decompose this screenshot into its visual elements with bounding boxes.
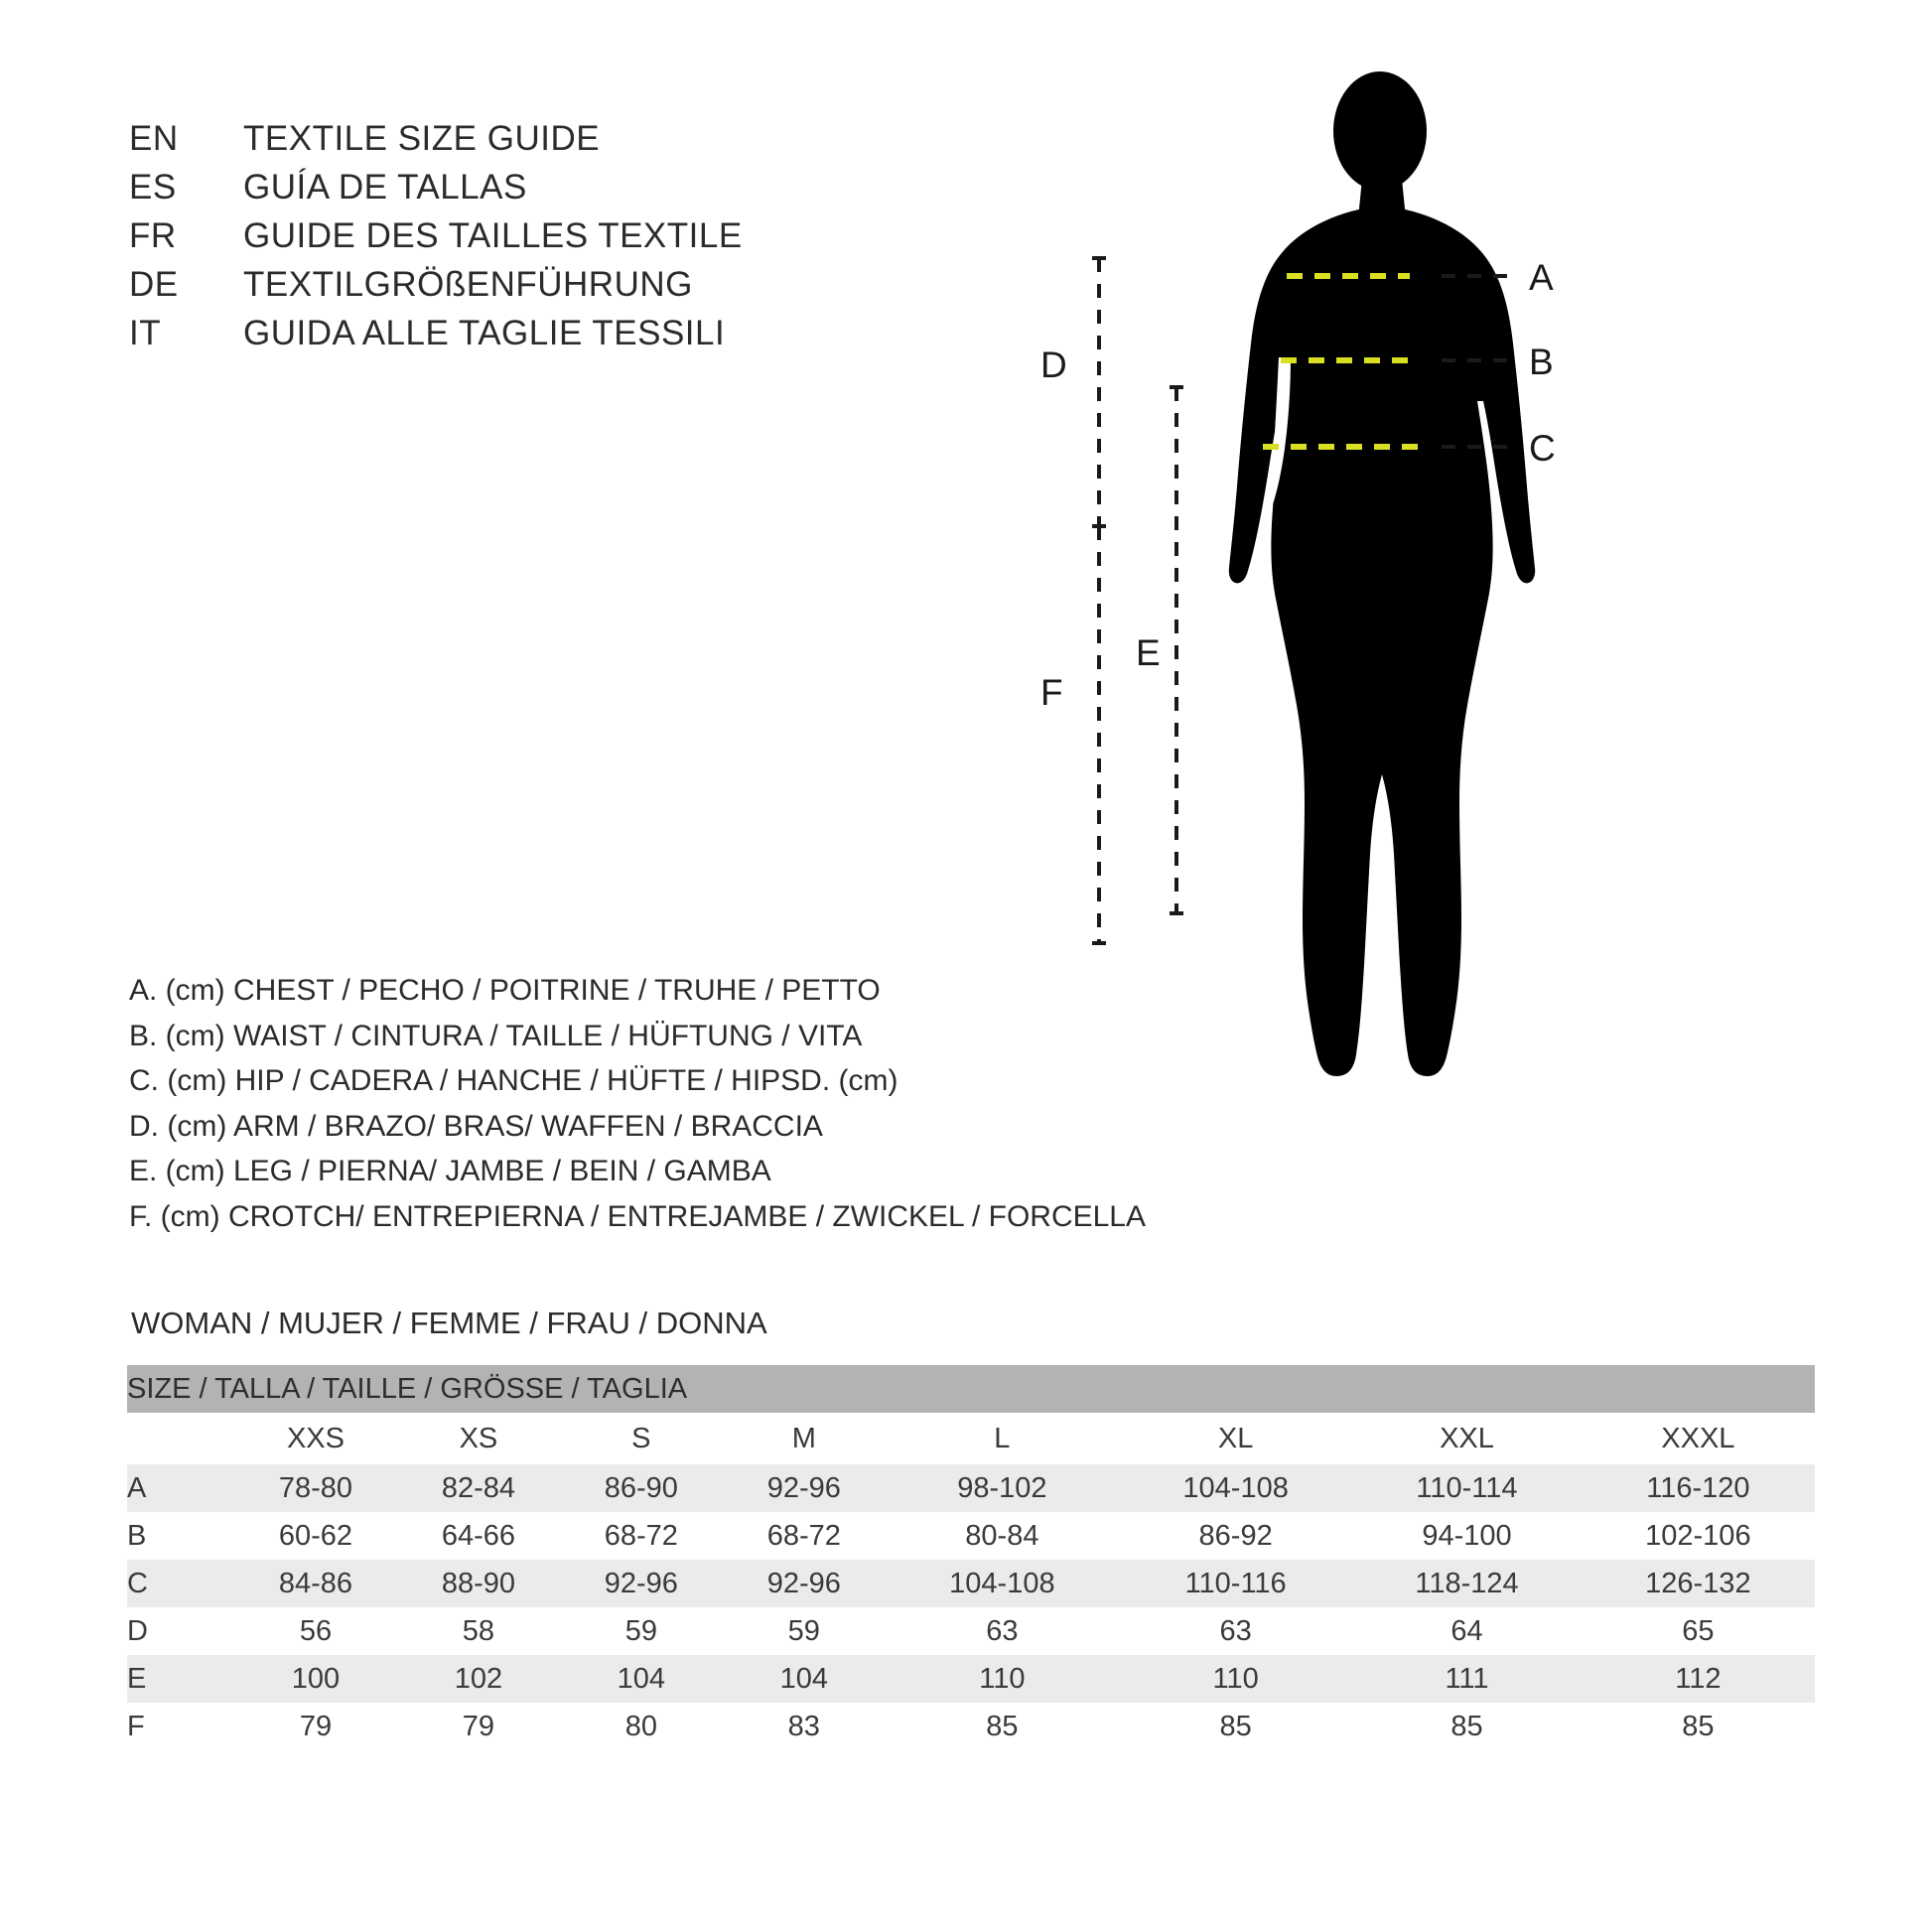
cell-b-m: 68-72 [723,1512,886,1560]
bracket-e [1170,387,1183,913]
cell-b-xxxl: 102-106 [1582,1512,1815,1560]
bracket-f [1092,526,1106,943]
cell-d-l: 63 [886,1607,1119,1655]
cell-f-m: 83 [723,1703,886,1750]
cell-e-m: 104 [723,1655,886,1703]
cell-b-xl: 86-92 [1119,1512,1352,1560]
title-row [129,216,884,256]
table-row [127,1607,1815,1655]
cell-d-xxl: 64 [1352,1607,1581,1655]
label-b: B [1529,342,1554,382]
cell-f-xxl: 85 [1352,1703,1581,1750]
column-header-l: L [886,1413,1119,1464]
label-a: A [1529,257,1554,298]
title-row [129,265,884,305]
legend-line-f: F. (cm) CROTCH/ ENTREPIERNA / ENTREJAMBE / ZWICKEL / FORCELLA [129,1199,1146,1233]
title-lang-fr: FR [129,216,177,255]
cell-c-s: 92-96 [560,1560,723,1607]
table-corner-cell [127,1413,234,1464]
cell-a-xxs: 78-80 [234,1464,397,1512]
cell-c-xxxl: 126-132 [1582,1560,1815,1607]
table-header-row [127,1413,1815,1464]
row-label-b: B [127,1512,234,1560]
title-row [129,119,884,159]
title-row [129,168,884,207]
category-label: WOMAN / MUJER / FEMME / FRAU / DONNA [131,1306,767,1340]
cell-b-xxs: 60-62 [234,1512,397,1560]
cell-a-m: 92-96 [723,1464,886,1512]
legend-line-d: D. (cm) ARM / BRAZO/ BRAS/ WAFFEN / BRACCIA [129,1109,823,1143]
title-text-es: GUÍA DE TALLAS [243,168,527,207]
cell-a-l: 98-102 [886,1464,1119,1512]
cell-e-xs: 102 [397,1655,560,1703]
cell-b-xxl: 94-100 [1352,1512,1581,1560]
column-header-xxxl: XXXL [1582,1413,1815,1464]
cell-a-xl: 104-108 [1119,1464,1352,1512]
legend-block [129,968,1221,1240]
cell-a-xs: 82-84 [397,1464,560,1512]
cell-f-xl: 85 [1119,1703,1352,1750]
bracket-d [1092,258,1106,526]
cell-a-s: 86-90 [560,1464,723,1512]
legend-line-c: C. (cm) HIP / CADERA / HANCHE / HÜFTE / HIPSD. (cm) [129,1064,898,1098]
table-row [127,1464,1815,1512]
label-e: E [1136,632,1161,673]
column-header-xxl: XXL [1352,1413,1581,1464]
cell-d-xxs: 56 [234,1607,397,1655]
title-text-en: TEXTILE SIZE GUIDE [243,119,601,158]
table-row [127,1560,1815,1607]
legend-line-a: A. (cm) CHEST / PECHO / POITRINE / TRUHE / PETTO [129,974,881,1007]
cell-f-xxxl: 85 [1582,1703,1815,1750]
cell-c-m: 92-96 [723,1560,886,1607]
column-header-xxs: XXS [234,1413,397,1464]
title-lang-es: ES [129,168,177,207]
cell-b-l: 80-84 [886,1512,1119,1560]
title-lang-de: DE [129,265,179,304]
cell-c-l: 104-108 [886,1560,1119,1607]
title-lang-en: EN [129,119,179,158]
table-caption: SIZE / TALLA / TAILLE / GRÖSSE / TAGLIA [127,1365,1815,1413]
legend-line-e: E. (cm) LEG / PIERNA/ JAMBE / BEIN / GAMBA [129,1155,771,1188]
column-header-xs: XS [397,1413,560,1464]
cell-e-xxxl: 112 [1582,1655,1815,1703]
title-row [129,314,884,353]
label-d: D [1040,345,1067,385]
cell-b-xs: 64-66 [397,1512,560,1560]
cell-e-xl: 110 [1119,1655,1352,1703]
cell-d-xs: 58 [397,1607,560,1655]
title-block [129,119,884,362]
row-label-f: F [127,1703,234,1750]
cell-f-xxs: 79 [234,1703,397,1750]
title-text-it: GUIDA ALLE TAGLIE TESSILI [243,314,726,352]
legend-line-b: B. (cm) WAIST / CINTURA / TAILLE / HÜFTUNG / VITA [129,1019,863,1052]
column-header-s: S [560,1413,723,1464]
cell-d-s: 59 [560,1607,723,1655]
cell-a-xxl: 110-114 [1352,1464,1581,1512]
row-label-e: E [127,1655,234,1703]
size-table [127,1365,1815,1750]
table-row [127,1703,1815,1750]
cell-b-s: 68-72 [560,1512,723,1560]
cell-c-xs: 88-90 [397,1560,560,1607]
cell-e-l: 110 [886,1655,1119,1703]
row-label-a: A [127,1464,234,1512]
cell-f-s: 80 [560,1703,723,1750]
cell-e-xxs: 100 [234,1655,397,1703]
cell-d-xxxl: 65 [1582,1607,1815,1655]
cell-d-m: 59 [723,1607,886,1655]
woman-silhouette-icon [1229,71,1535,1076]
label-c: C [1529,428,1556,469]
table-caption-row [127,1365,1815,1413]
title-lang-it: IT [129,314,162,352]
cell-f-l: 85 [886,1703,1119,1750]
row-label-d: D [127,1607,234,1655]
cell-e-xxl: 111 [1352,1655,1581,1703]
cell-e-s: 104 [560,1655,723,1703]
cell-c-xxl: 118-124 [1352,1560,1581,1607]
title-text-fr: GUIDE DES TAILLES TEXTILE [243,216,743,255]
table-row [127,1655,1815,1703]
cell-c-xxs: 84-86 [234,1560,397,1607]
cell-f-xs: 79 [397,1703,560,1750]
cell-d-xl: 63 [1119,1607,1352,1655]
label-f: F [1040,672,1063,713]
title-text-de: TEXTILGRÖßENFÜHRUNG [243,265,693,304]
column-header-m: M [723,1413,886,1464]
table-row [127,1512,1815,1560]
column-header-xl: XL [1119,1413,1352,1464]
row-label-c: C [127,1560,234,1607]
cell-a-xxxl: 116-120 [1582,1464,1815,1512]
cell-c-xl: 110-116 [1119,1560,1352,1607]
